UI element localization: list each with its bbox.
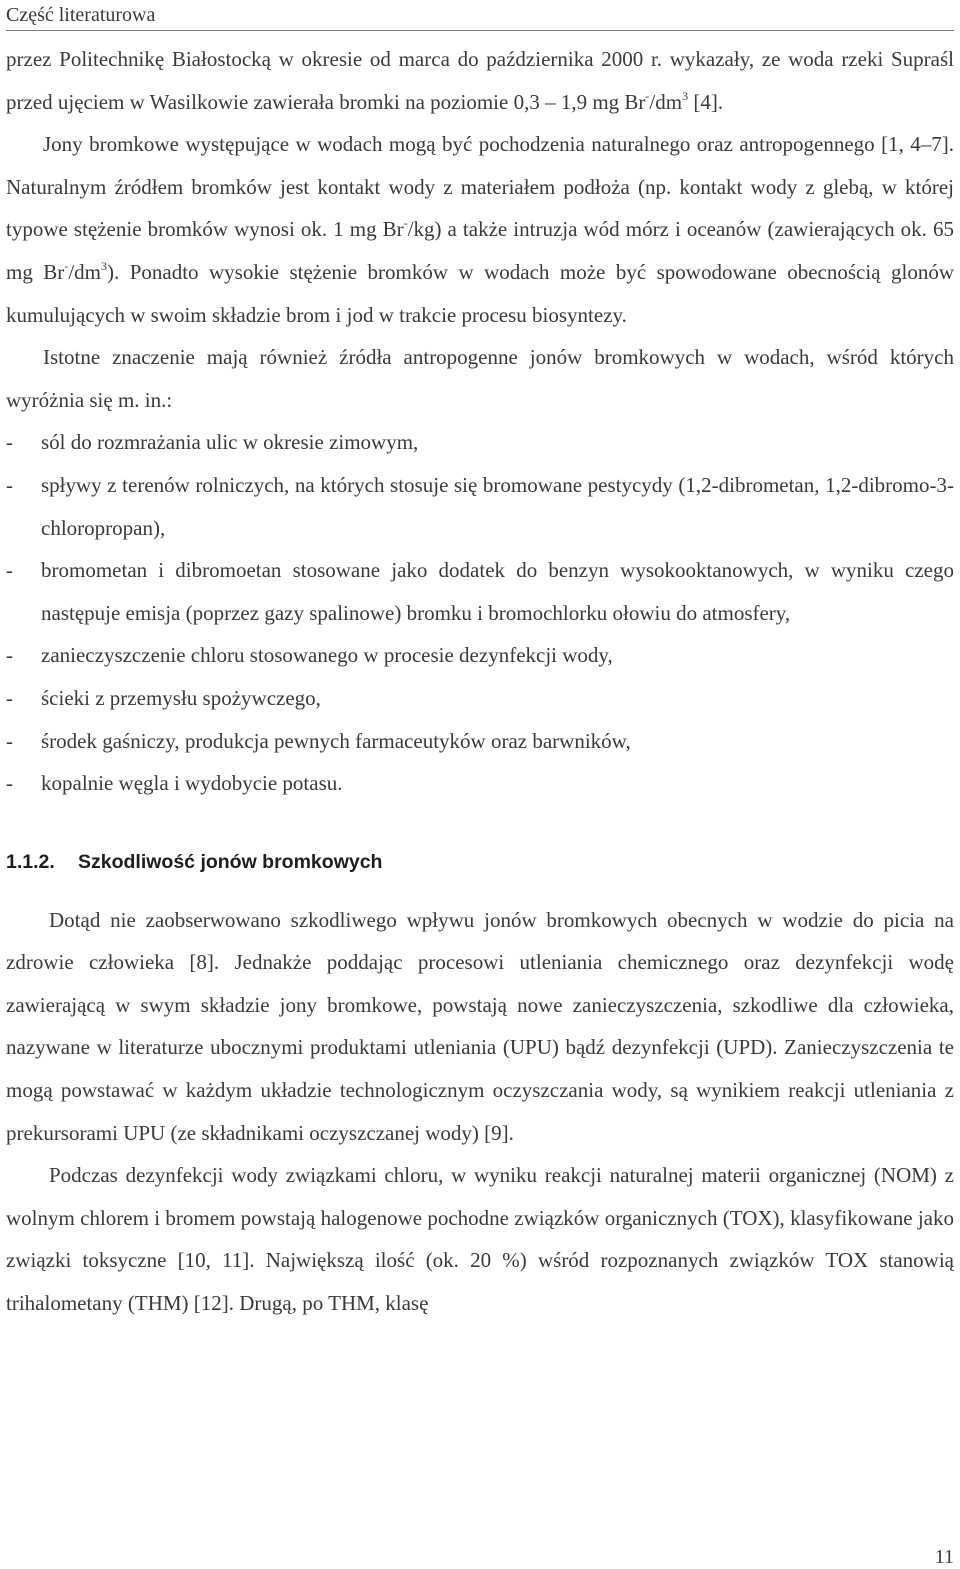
superscript: - (64, 258, 69, 273)
text-segment: przez Politechnikę Białostocką w okresie od marca do października 2000 r. wykazały, ze woda rzeki Supraśl przed ujęciem w Wasilkowie zawierała bromki na poziomie 0,3 – 1,9 mg Br (6, 47, 954, 114)
superscript: 3 (682, 88, 689, 103)
text-segment: /dm (68, 259, 101, 284)
paragraph-1 (6, 38, 954, 123)
list-item (6, 421, 954, 464)
list-item (6, 549, 954, 634)
superscript: - (403, 216, 408, 231)
page-body (6, 38, 954, 1325)
paragraph-5: Podczas dezynfekcji wody związkami chloru, w wyniku reakcji naturalnej materii organicznej (NOM) z wolnym chlorem i bromem powstają halogenowe pochodne związków organicznych (TOX), klasyfikowane jako związki toksyczne [10, 11]. Największą ilość (ok. 20 %) wśród rozpoznanych związków TOX stanowią trihalometany (THM) [12]. Drugą, po THM, klasę (6, 1163, 954, 1316)
list-item-text: sól do rozmrażania ulic w okresie zimowym, (41, 430, 419, 455)
paragraph-2 (6, 123, 954, 336)
list-item (6, 762, 954, 805)
list-item (6, 464, 954, 549)
section-title: Szkodliwość jonów bromkowych (78, 850, 383, 873)
list-dash: - (6, 558, 13, 583)
list-item (6, 634, 954, 677)
list-item-text: zanieczyszczenie chloru stosowanego w procesie dezynfekcji wody, (41, 643, 613, 668)
text-segment: Jony bromkowe występujące w wodach mogą być pochodzenia naturalnego oraz antropogennego [1, 4–7]. Naturalnym źródłem bromków jest kontakt wody z materiałem podłoża (np. kontakt wody z glebą, w której typowe stężenie bromków wynosi ok. 1 mg Br (6, 132, 954, 242)
list-item-text: środek gaśniczy, produkcja pewnych farmaceutyków oraz barwników, (41, 728, 631, 753)
list-item-text: spływy z terenów rolniczych, na których stosuje się bromowane pestycydy (1,2-dibrometan, 1,2-dibromo-3-chloropropan), (41, 472, 954, 540)
list-dash: - (6, 472, 13, 497)
text-segment: /kg) a także intruzja wód mórz i oceanów (zawierających ok. 65 mg Br (6, 217, 954, 284)
list-item (6, 720, 954, 763)
list-item-text: kopalnie węgla i wydobycie potasu. (41, 771, 343, 796)
superscript: - (645, 88, 650, 103)
list-item (6, 677, 954, 720)
superscript: 3 (100, 258, 107, 273)
running-header: Część literaturowa (6, 2, 954, 31)
list-dash: - (6, 643, 13, 668)
list-item-text: ścieki z przemysłu spożywczego, (41, 685, 321, 710)
list-dash: - (6, 430, 13, 455)
page-number: 11 (934, 1546, 954, 1568)
section-heading (6, 841, 954, 883)
list-item-text: bromometan i dibromoetan stosowane jako dodatek do benzyn wysokooktanowych, w wyniku czego następuje emisja (poprzez gazy spalinowe) bromku i bromochlorku ołowiu do atmosfery, (41, 558, 954, 625)
list-dash: - (6, 685, 13, 710)
text-segment: ). Ponadto wysokie stężenie bromków w wodach może być spowodowane obecnością glonów kumulujących w swoim składzie brom i jod w trakcie procesu biosyntezy. (6, 259, 954, 327)
list-dash: - (6, 728, 13, 753)
section-number: 1.1.2. (6, 850, 55, 873)
text-segment: [4]. (688, 89, 724, 114)
text-segment: /dm (649, 89, 683, 114)
paragraph-4: Dotąd nie zaobserwowano szkodliwego wpływu jonów bromkowych obecnych w wodzie do picia na zdrowie człowieka [8]. Jednakże poddając procesowi utleniania chemicznego oraz dezynfekcji wodę zawierającą w swym składzie jony bromkowe, powstają nowe zanieczyszczenia, szkodliwe dla człowieka, nazywane w literaturze ubocznymi produktami utleniania (UPU) bądź dezynfekcji (UPD). Zanieczyszczenia te mogą powstawać w każdym układzie technologicznym oczyszczania wody, są wynikiem reakcji utleniania z prekursorami UPU (ze składnikami oczyszczanej wody) [9]. (6, 907, 954, 1145)
sources-list (6, 421, 954, 804)
list-dash: - (6, 771, 13, 796)
paragraph-3: Istotne znaczenie mają również źródła antropogenne jonów bromkowych w wodach, wśród których wyróżnia się m. in.: (6, 345, 954, 412)
